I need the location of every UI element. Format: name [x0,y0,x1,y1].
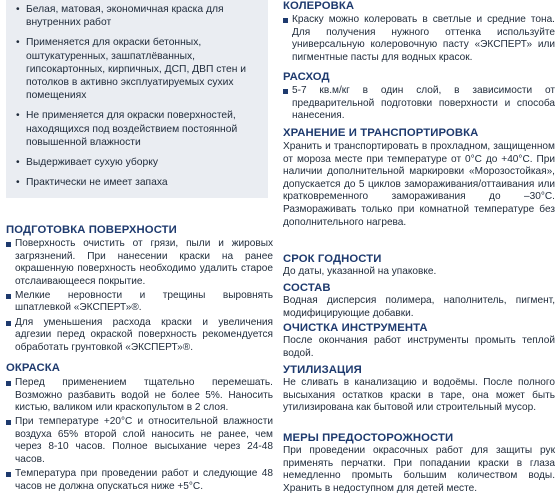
prep-title: ПОДГОТОВКА ПОВЕРХНОСТИ [6,224,177,236]
disposal-section [283,364,555,415]
composition-text: Водная дисперсия полимера, наполнитель, пигмент, модифицирующие добавки. [283,295,555,319]
composition-title: СОСТАВ [283,282,331,294]
consumption-item: 5-7 кв.м/кг в один слой, в зависимости от предварительной подготовки поверхности и способа нанесения. [283,85,555,123]
paint-item: Температура при проведении работ и следующие 48 часов не должна опускаться ниже +5°С. [6,468,273,493]
tint-item: Краску можно колеровать в светлые и средние тона. Для получения нужного оттенка используйте универсальную колеровочную пасту «ЭКСПЕРТ» или пигментные пасты для водных красок. [283,14,555,64]
storage-text: Хранить и транспортировать в прохладном, защищенном от мороза месте при температуре от 0°С до +40°С. При наличии дополнительной маркировки «Морозостойкая», допускается до 5 циклов замораживания/оттаивания или кратковременного замораживания до –30°С. Размораживать только при комнатной температуре без дополнительного нагрева. [283,141,555,228]
tint-section [283,0,555,66]
consumption-list [283,85,555,123]
prep-section [6,224,273,356]
prep-item: Мелкие неровности и трещины выровнять шпатлевкой «ЭКСПЕРТ»®. [6,290,273,315]
shelf-section [283,253,555,279]
paint-item: Перед применением тщательно перемешать. Возможно разбавить водой не более 5%. Наносить кистью, валиком или краскопультом в 2 слоя. [6,377,273,415]
shelf-title: СРОК ГОДНОСТИ [283,253,382,265]
cleaning-section [283,322,555,360]
safety-text: При проведении окрасочных работ для защиты рук применять перчатки. При попадании краски в глаза немедленно промыть большим количеством воды. Хранить в недоступном для детей месте. [283,445,555,494]
features-box [6,0,268,198]
paint-section [6,362,273,495]
consumption-section [283,71,555,124]
safety-section [283,432,555,495]
safety-title: МЕРЫ ПРЕДОСТОРОЖНОСТИ [283,432,454,444]
feature-item: • Применяется для окраски бетонных, оштукатуренных, зашпатлёванных, гипсокартонных, кирпичных, ДСП, ДВП стен и потолков в активно эксплуатируемых сухих помещениях [16,36,270,102]
paint-item: При температуре +20°С и относительной влажности воздуха 65% второй слой наносить не ранее, чем через 8-10 часов. Полное высыхание через 24-48 часов. [6,416,273,466]
storage-title: ХРАНЕНИЕ И ТРАНСПОРТИРОВКА [283,127,479,139]
cleaning-title: ОЧИСТКА ИНСТРУМЕНТА [283,322,428,334]
cleaning-text: После окончания работ инструменты промыть теплой водой. [283,335,555,359]
disposal-title: УТИЛИЗАЦИЯ [283,364,362,376]
consumption-title: РАСХОД [283,71,330,83]
feature-item: • Практически не имеет запаха [16,176,270,189]
tint-title: КОЛЕРОВКА [283,0,355,12]
composition-section [283,282,555,320]
prep-item: Поверхность очистить от грязи, пыли и жировых загрязнений. При нанесении краски на ранее окрашенную поверхность необходимо удалить старое отслаивающееся покрытие. [6,238,273,288]
feature-item: • Не применяется для окраски поверхностей, находящихся под воздействием постоянной повышенной влажности [16,109,270,149]
disposal-text: Не сливать в канализацию и водоёмы. После полного высыхания остатков краски в таре, она может быть утилизирована как бытовой или строительный мусор. [283,377,555,414]
features-list [16,3,270,196]
storage-section [283,127,555,229]
prep-item: Для уменьшения расхода краски и увеличения адгезии перед окраской поверхность рекомендуется обработать грунтовкой «ЭКСПЕРТ»®. [6,317,273,355]
tint-list [283,14,555,64]
feature-item: • Выдерживает сухую уборку [16,156,270,169]
paint-list [6,377,273,493]
feature-item: • Белая, матовая, экономичная краска для внутренних работ [16,3,270,29]
prep-list [6,238,273,354]
paint-title: ОКРАСКА [6,362,61,374]
shelf-text: До даты, указанной на упаковке. [283,266,437,277]
